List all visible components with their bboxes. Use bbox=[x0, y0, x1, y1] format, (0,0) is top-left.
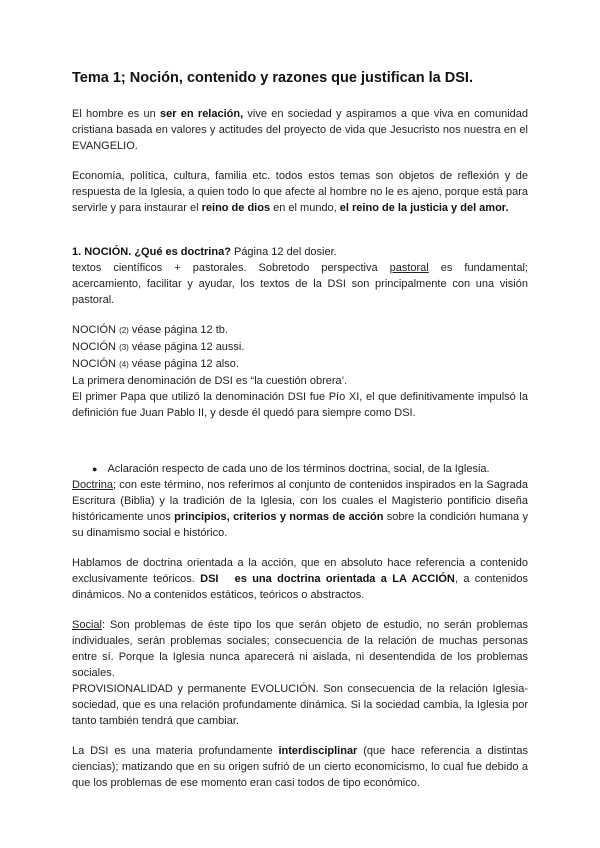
text: La DSI es una materia profundamente bbox=[72, 745, 279, 757]
nocion-number: (3) bbox=[119, 343, 129, 352]
bold-text: reino de dios bbox=[201, 202, 271, 214]
bullet-item bbox=[72, 461, 528, 477]
spacer bbox=[72, 230, 528, 244]
underlined-text: pastoral bbox=[389, 262, 429, 274]
text: (que hace referencia a distintas ciencias); matizando que en su origen sufrió de un cierto economicismo, lo cual fue debido a que los problemas de ese momento eran casi todos de tipo económico. bbox=[72, 745, 528, 789]
text: NOCIÓN bbox=[72, 341, 120, 353]
bold-text: ser en relación, bbox=[160, 108, 244, 120]
text: véase página 12 also. bbox=[128, 358, 239, 370]
spacer bbox=[72, 435, 528, 461]
bold-text: interdisciplinar bbox=[278, 745, 358, 757]
paragraph-accion bbox=[72, 555, 528, 603]
text: véase página 12 tb. bbox=[128, 324, 228, 336]
nocion-line bbox=[72, 339, 528, 356]
text: Hablamos de doctrina orientada a la acción, que en absoluto hace referencia a contenido exclusivamente teóricos. bbox=[72, 557, 528, 585]
nocion-number: (2) bbox=[119, 326, 129, 335]
nocion-line bbox=[72, 322, 528, 339]
page-title: Tema 1; Noción, contenido y razones que justifican la DSI. bbox=[72, 70, 473, 86]
text: NOCIÓN bbox=[72, 358, 120, 370]
section-heading: 1. NOCIÓN. ¿Qué es doctrina? bbox=[72, 246, 231, 258]
paragraph-interdisciplinar bbox=[72, 743, 528, 791]
text: véase página 12 aussi. bbox=[128, 341, 245, 353]
text: ; con este término, nos referimos al conjunto de contenidos inspirados en la Sagrada Escritura (Biblia) y la tradición de la Iglesia, con los cuales el Magisterio pontificio diseña históricamente unos bbox=[72, 479, 528, 523]
text: , a contenidos dinámicos. No a contenidos estáticos, teóricos o abstractos. bbox=[72, 573, 529, 601]
text: NOCIÓN bbox=[72, 324, 120, 336]
paragraph-social bbox=[72, 617, 528, 681]
paragraph-doctrina bbox=[72, 477, 528, 541]
bullet-dot-icon: ● bbox=[92, 464, 98, 474]
bold-text: principios, criterios y normas de acción bbox=[174, 511, 384, 523]
text: vive en sociedad y aspiramos a que viva en comunidad cristiana basada en valores y actitudes del proyecto de vida que Jesucristo nos nuestra en el EVANGELIO. bbox=[72, 108, 528, 152]
section-heading-nocion bbox=[72, 244, 528, 260]
nocion-line bbox=[72, 356, 528, 373]
bold-text: DSI es una doctrina orientada a LA ACCIÓN bbox=[200, 573, 455, 585]
text: El hombre es un bbox=[72, 108, 161, 120]
text: sobre la condición humana y su dinamismo social e histórico. bbox=[72, 511, 528, 539]
bold-text: el reino de la justicia y del amor. bbox=[339, 202, 509, 214]
text: en el mundo, bbox=[270, 202, 340, 214]
bullet-text: Aclaración respecto de cada uno de los términos doctrina, social, de la Iglesia. bbox=[107, 463, 490, 475]
text: es fundamental; acercamiento, facilitar y ayudar, los textos de la DSI son principalmente con una visión pastoral. bbox=[72, 262, 528, 306]
paragraph-reino-de-dios bbox=[72, 168, 528, 216]
underlined-term: Doctrina bbox=[72, 479, 113, 491]
text: textos científicos + pastorales. Sobretodo perspectiva bbox=[72, 262, 390, 274]
text: : Son problemas de éste tipo los que serán objeto de estudio, no serán problemas individuales, serán problemas sociales; consecuencia de la relación de muchas personas entre sí. Porque la Iglesia nunca aparecerá ni aislada, ni desentendida de los problemas sociales. bbox=[72, 619, 528, 679]
paragraph-ser-en-relacion bbox=[72, 106, 528, 154]
paragraph-textos bbox=[72, 260, 528, 308]
paragraph-provisionalidad: PROVISIONALIDAD y permanente EVOLUCIÓN. Son consecuencia de la relación Iglesia-sociedad, que es una relación profundamente dinámica. Si la sociedad cambia, la Iglesia por tanto también tendrá que cambiar. bbox=[72, 683, 528, 727]
text: Economía, política, cultura, familia etc. todos estos temas son objetos de reflexión y de respuesta de la Iglesia, a quien todo lo que afecte al hombre no le es ajeno, porque está para servirle y para instaurar el bbox=[72, 170, 528, 214]
text: Página 12 del dosier. bbox=[230, 246, 337, 258]
underlined-term: Social bbox=[72, 619, 102, 631]
paragraph-primer-papa: El primer Papa que utilizó la denominación DSI fue Pío XI, el que definitivamente impulsó la definición fue Juan Pablo II, y desde él quedó para siempre como DSI. bbox=[72, 391, 528, 419]
nocion-number: (4) bbox=[119, 360, 129, 369]
paragraph-primera-denominacion: La primera denominación de DSI es “la cuestión obrera’. bbox=[72, 375, 348, 387]
